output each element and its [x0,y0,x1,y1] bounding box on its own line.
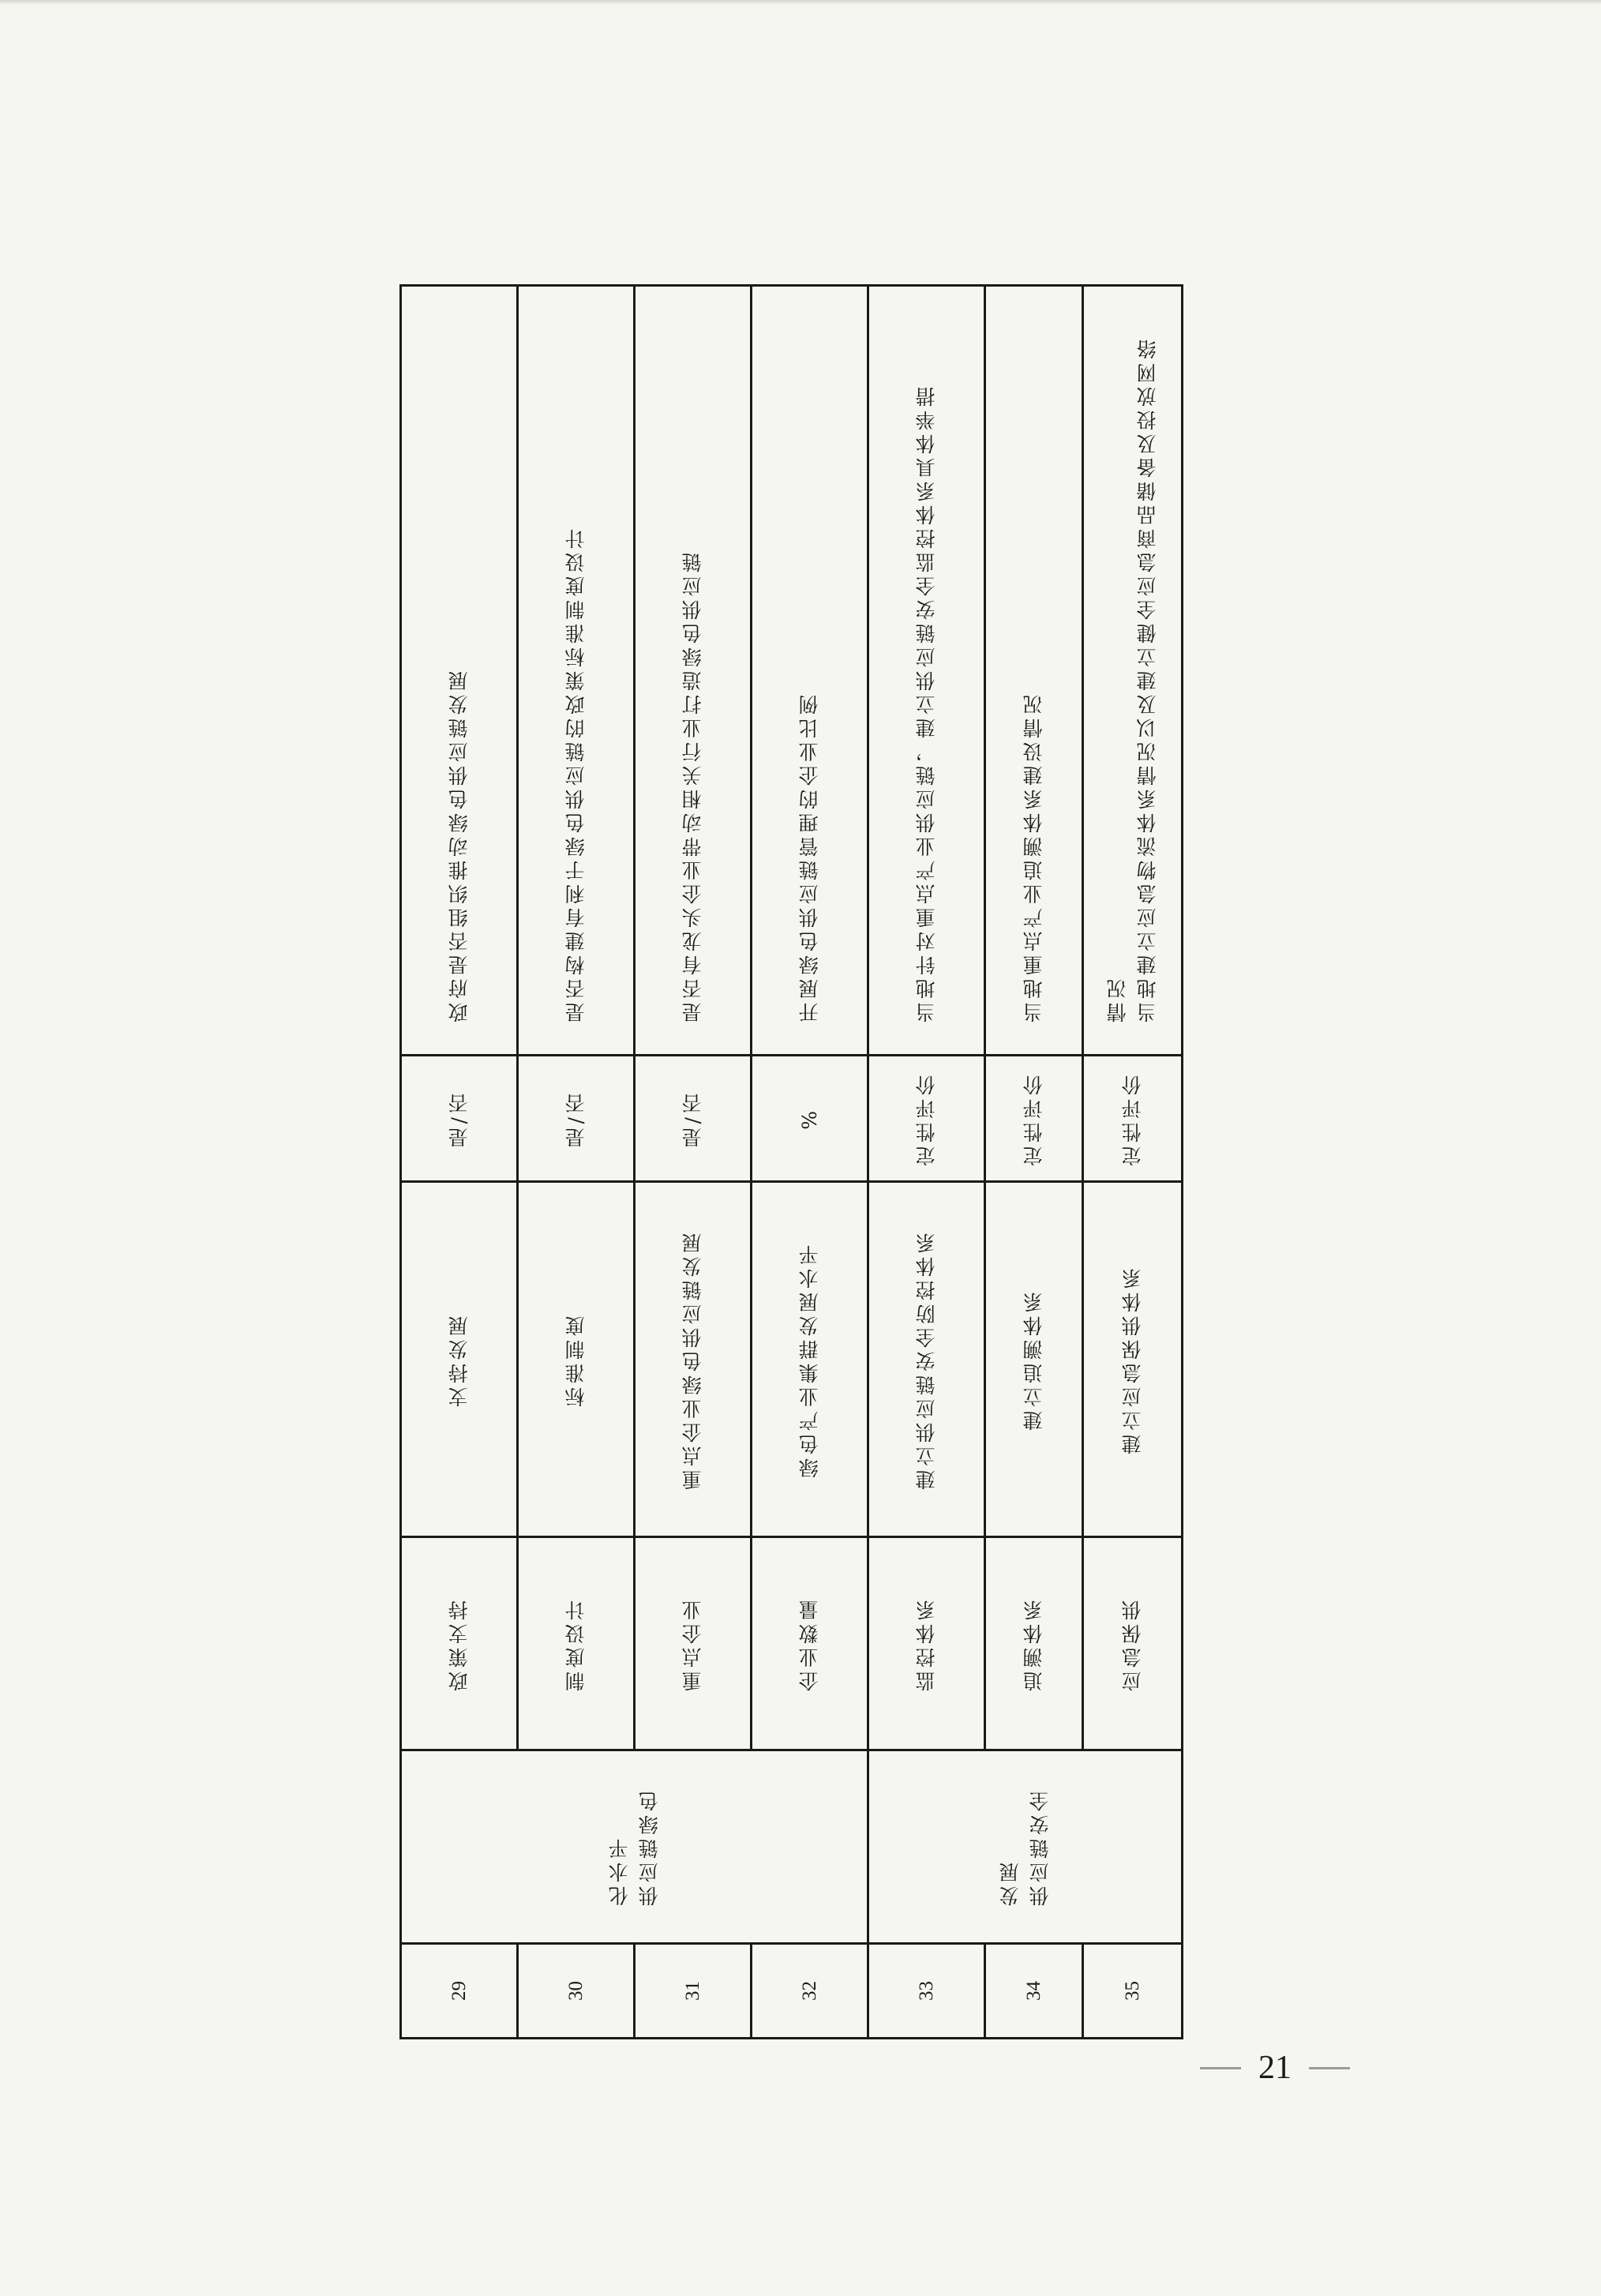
content-cell: 建立追溯体系 [1022,1288,1045,1431]
page-number-dash-right [1309,2067,1350,2069]
description-cell: 当地针对重点产业供应链，建立供应链安全监控体系具体举措 [914,383,938,1022]
group-row [401,1750,1183,1944]
description-cell: 开展绿色供应链管理的企业比例 [797,691,821,1022]
unit-cell: 定性评价 [914,1071,938,1166]
page-number [1200,2049,1350,2087]
row-number: 34 [1022,1981,1044,2001]
page-top-edge [0,0,1601,5]
description-row [401,286,1183,1056]
unit-cell: 是/否 [564,1089,587,1148]
indicator-cell: 监控体系 [914,1596,938,1691]
page-number-text: 21 [1258,2050,1292,2086]
group-cell-green: 供应链绿色化水平 [607,1788,661,1906]
content-cell: 绿色产业集群发展水平 [797,1240,821,1478]
description-cell: 政府是否组织推动绿色供应链发展 [447,667,471,1022]
indicator-cell: 企业数量 [797,1596,821,1691]
content-row [401,1182,1183,1537]
indicator-cell: 制度设计 [564,1596,587,1691]
unit-cell: 定性评价 [1120,1071,1144,1166]
description-cell: 是否有龙头企业带动相关行业打造绿色供应链 [681,549,704,1022]
page-number-dash-left [1200,2067,1241,2069]
row-number: 31 [681,1981,703,2001]
unit-cell: 是/否 [681,1089,704,1148]
description-cell: 是否构建有利于绿色供应链的政策标准制度设计 [564,525,587,1022]
content-cell: 重点企业绿色供应链发展 [681,1229,704,1490]
content-cell: 建立供应链安全防控体系 [914,1229,938,1490]
row-number: 32 [798,1981,820,2001]
group-cell-security: 供应链安全发展 [998,1788,1052,1906]
indicator-cell: 应急保供 [1120,1596,1144,1691]
indicator-row [401,1537,1183,1750]
content-cell: 建立应急保供体系 [1120,1264,1144,1454]
content-cell: 标准制度 [564,1311,587,1407]
unit-row [401,1056,1183,1182]
row-number: 33 [915,1981,937,2001]
row-number: 29 [448,1981,470,2001]
description-cell: 当地建立应急物流体系情况以及建立健全应急商品储备及投放网络情况 [1105,336,1159,1022]
unit-cell: 是/否 [447,1089,471,1148]
content-cell: 支持发展 [447,1311,471,1407]
unit-cell: 定性评价 [1022,1071,1045,1166]
indicator-table [399,284,1183,2039]
row-number: 30 [564,1981,587,2001]
unit-cell: % [797,1107,821,1130]
indicator-cell: 重点企业 [681,1596,704,1691]
row-number: 35 [1121,1981,1143,2001]
number-row [401,1944,1183,2039]
indicator-cell: 政策支持 [447,1596,471,1691]
description-cell: 当地重点产业追溯体系建设情况 [1022,691,1045,1022]
indicator-cell: 追溯体系 [1022,1596,1045,1691]
